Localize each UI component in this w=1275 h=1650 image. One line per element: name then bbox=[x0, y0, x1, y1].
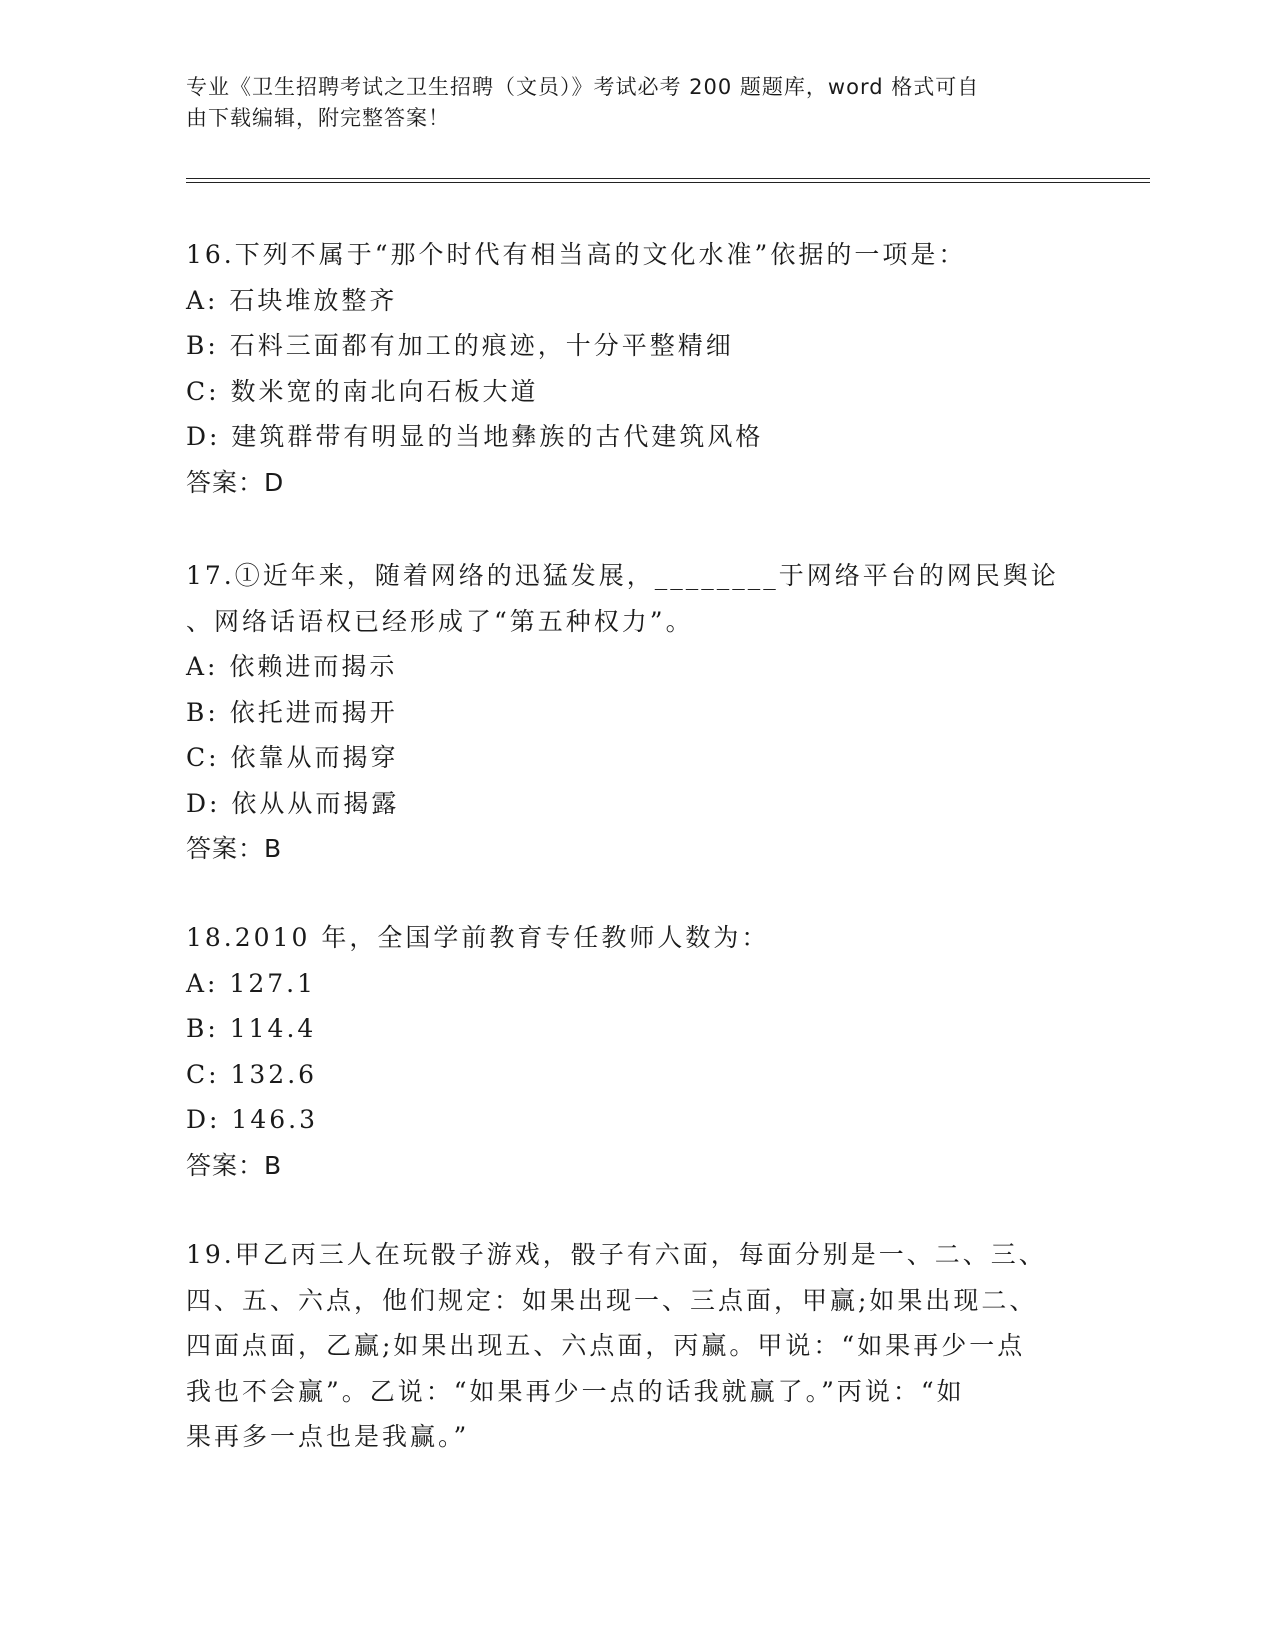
option-b: B: 石料三面都有加工的痕迹，十分平整精细 bbox=[186, 331, 734, 360]
header-line-2: 由下载编辑，附完整答案！ bbox=[186, 106, 450, 130]
answer-label: 答案：B bbox=[186, 1150, 283, 1180]
option-b: B: 114.4 bbox=[186, 1014, 317, 1043]
answer-label: 答案：B bbox=[186, 834, 283, 863]
question-stem-line-2: 四、五、六点，他们规定：如果出现一、三点面，甲赢;如果出现二、 bbox=[186, 1285, 1038, 1315]
option-d: D: 建筑群带有明显的当地彝族的古代建筑风格 bbox=[186, 422, 764, 451]
question-16 bbox=[186, 232, 1086, 505]
option-d: D: 依从从而揭露 bbox=[186, 788, 400, 818]
document-header bbox=[186, 72, 1066, 134]
header-divider-bottom bbox=[186, 182, 1150, 183]
option-a: A: 石块堆放整齐 bbox=[186, 285, 398, 315]
option-a: A: 127.1 bbox=[186, 968, 316, 998]
option-b: B: 依托进而揭开 bbox=[186, 697, 398, 727]
question-stem-line-3: 四面点面，乙赢;如果出现五、六点面，丙赢。甲说：“如果再少一点 bbox=[186, 1331, 1026, 1360]
question-18 bbox=[186, 915, 1086, 1188]
option-d: D: 146.3 bbox=[186, 1105, 318, 1134]
question-stem: 16.下列不属于“那个时代有相当高的文化水准”依据的一项是： bbox=[186, 240, 967, 269]
question-stem-line-5: 果再多一点也是我赢。” bbox=[186, 1422, 470, 1451]
answer-label: 答案：D bbox=[186, 467, 285, 497]
option-c: C: 132.6 bbox=[186, 1059, 318, 1089]
header-line-1: 专业《卫生招聘考试之卫生招聘（文员）》考试必考 200 题题库，word 格式可自 bbox=[186, 75, 980, 99]
option-c: C: 依靠从而揭穿 bbox=[186, 743, 399, 772]
header-divider-top bbox=[186, 178, 1150, 179]
question-stem: 18.2010 年，全国学前教育专任教师人数为： bbox=[186, 923, 770, 952]
option-c: C: 数米宽的南北向石板大道 bbox=[186, 376, 539, 406]
question-stem-line-1: 19.甲乙丙三人在玩骰子游戏，骰子有六面，每面分别是一、二、三、 bbox=[186, 1240, 1047, 1269]
question-17 bbox=[186, 553, 1086, 872]
option-a: A: 依赖进而揭示 bbox=[186, 652, 398, 681]
question-19 bbox=[186, 1232, 1086, 1460]
question-stem-continued: 、网络话语权已经形成了“第五种权力”。 bbox=[186, 606, 694, 636]
question-stem-line-4: 我也不会赢”。乙说：“如果再少一点的话我就赢了。”丙说：“如 bbox=[186, 1376, 965, 1406]
question-stem: 17.①近年来，随着网络的迅猛发展，________于网络平台的网民舆论 bbox=[186, 561, 1059, 590]
